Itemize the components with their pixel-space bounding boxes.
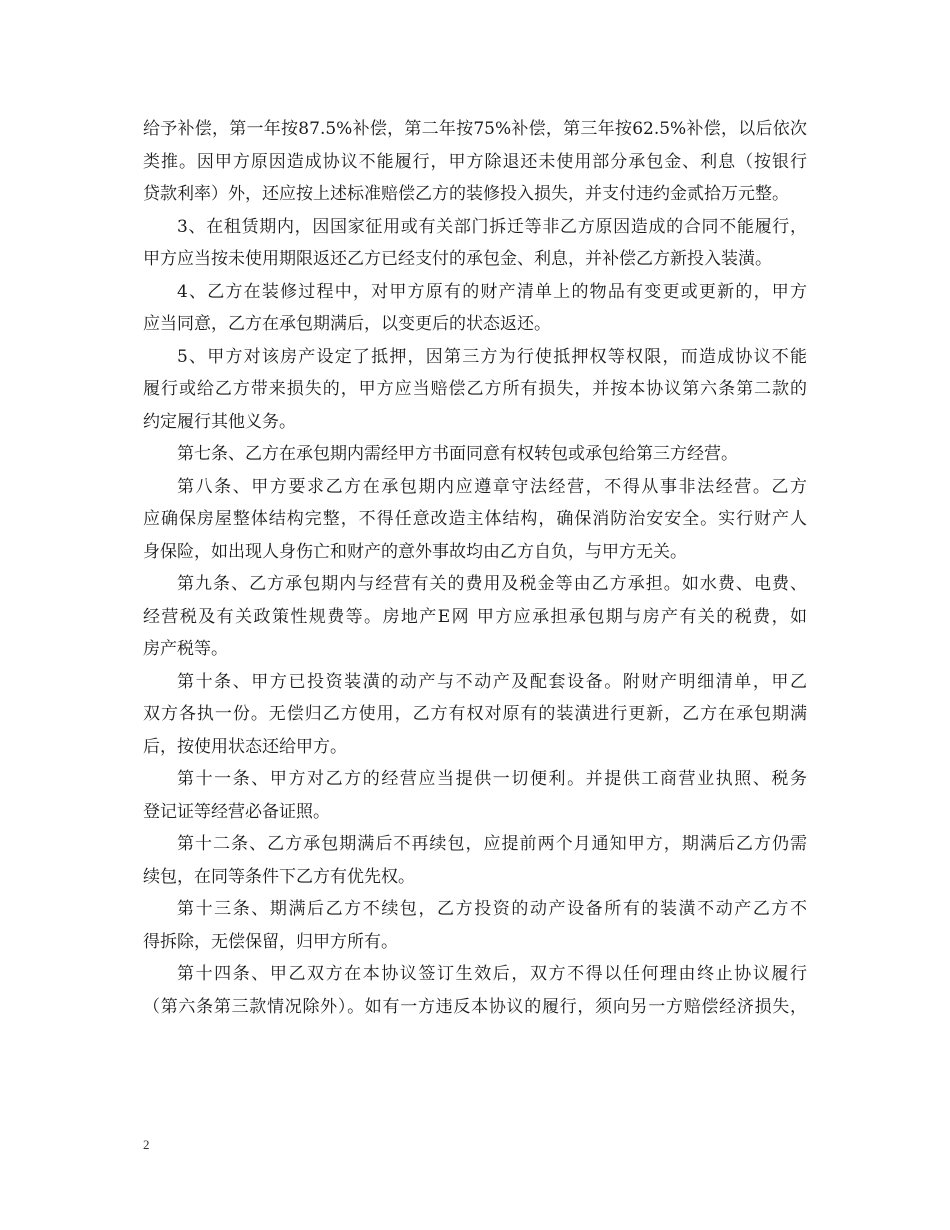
text-line: 续包，在同等条件下乙方有优先权。 [143, 866, 415, 887]
text-line: 身保险，如出现人身伤亡和财产的意外事故均由乙方自负，与甲方无关。 [143, 541, 687, 562]
text-line: 第九条、乙方承包期内与经营有关的费用及税金等由乙方承担。如水费、电费、 [177, 574, 807, 594]
text-line: 履行或给乙方带来损失的，甲方应当赔偿乙方所有损失，并按本协议第六条第二款的 [143, 379, 807, 399]
text-line: 4、乙方在装修过程中，对甲方原有的财产清单上的物品有变更或更新的，甲方 [177, 281, 807, 302]
text-line: 第十二条、乙方承包期满后不再续包，应提前两个月通知甲方，期满后乙方仍需 [177, 834, 807, 854]
text-line: 应当同意，乙方在承包期满后，以变更后的状态返还。 [143, 314, 551, 334]
page-number: 2 [143, 1137, 150, 1152]
text-line: 第十三条、期满后乙方不续包，乙方投资的动产设备所有的装潢不动产乙方不 [177, 899, 807, 919]
text-line: 登记证等经营必备证照。 [143, 801, 330, 822]
text-line: 第十一条、甲方对乙方的经营应当提供一切便利。并提供工商营业执照、税务 [177, 769, 807, 789]
text-line: 应确保房屋整体结构完整，不得任意改造主体结构，确保消防治安安全。实行财产人 [143, 509, 807, 529]
document-body [143, 113, 807, 1023]
text-line: 后，按使用状态还给甲方。 [143, 736, 347, 757]
text-line: 第十条、甲方已投资装潢的动产与不动产及配套设备。附财产明细清单，甲乙 [177, 671, 807, 692]
text-line: 类推。因甲方原因造成协议不能履行，甲方除退还未使用部分承包金、利息（按银行 [143, 151, 807, 172]
text-line: 双方各执一份。无偿归乙方使用，乙方有权对原有的装潢进行更新，乙方在承包期满 [143, 704, 807, 724]
text-line: （第六条第三款情况除外）。如有一方违反本协议的履行，须向另一方赔偿经济损失， [143, 996, 807, 1017]
text-line: 得拆除，无偿保留，归甲方所有。 [143, 931, 398, 952]
text-line: 给予补偿，第一年按87.5%补偿，第二年按75%补偿，第三年按62.5%补偿，以后依次 [143, 119, 807, 139]
text-line: 房产税等。 [143, 639, 228, 659]
text-line: 第八条、甲方要求乙方在承包期内应遵章守法经营，不得从事非法经营。乙方 [177, 476, 807, 497]
text-line: 约定履行其他义务。 [143, 411, 296, 432]
text-line: 贷款利率）外，还应按上述标准赔偿乙方的装修投入损失，并支付违约金贰拾万元整。 [143, 184, 789, 204]
text-line: 经营税及有关政策性规费等。房地产E网 甲方应承担承包期与房产有关的税费，如 [143, 606, 807, 627]
text-line: 甲方应当按未使用期限返还乙方已经支付的承包金、利息，并补偿乙方新投入装潢。 [143, 249, 772, 269]
text-line: 第七条、乙方在承包期内需经甲方书面同意有权转包或承包给第三方经营。 [177, 444, 738, 464]
text-line: 5、甲方对该房产设定了抵押，因第三方为行使抵押权等权限，而造成协议不能 [177, 346, 807, 367]
text-line: 第十四条、甲乙双方在本协议签订生效后，双方不得以任何理由终止协议履行 [177, 964, 807, 984]
text-line: 3、在租赁期内，因国家征用或有关部门拆迁等非乙方原因造成的合同不能履行， [177, 216, 807, 237]
